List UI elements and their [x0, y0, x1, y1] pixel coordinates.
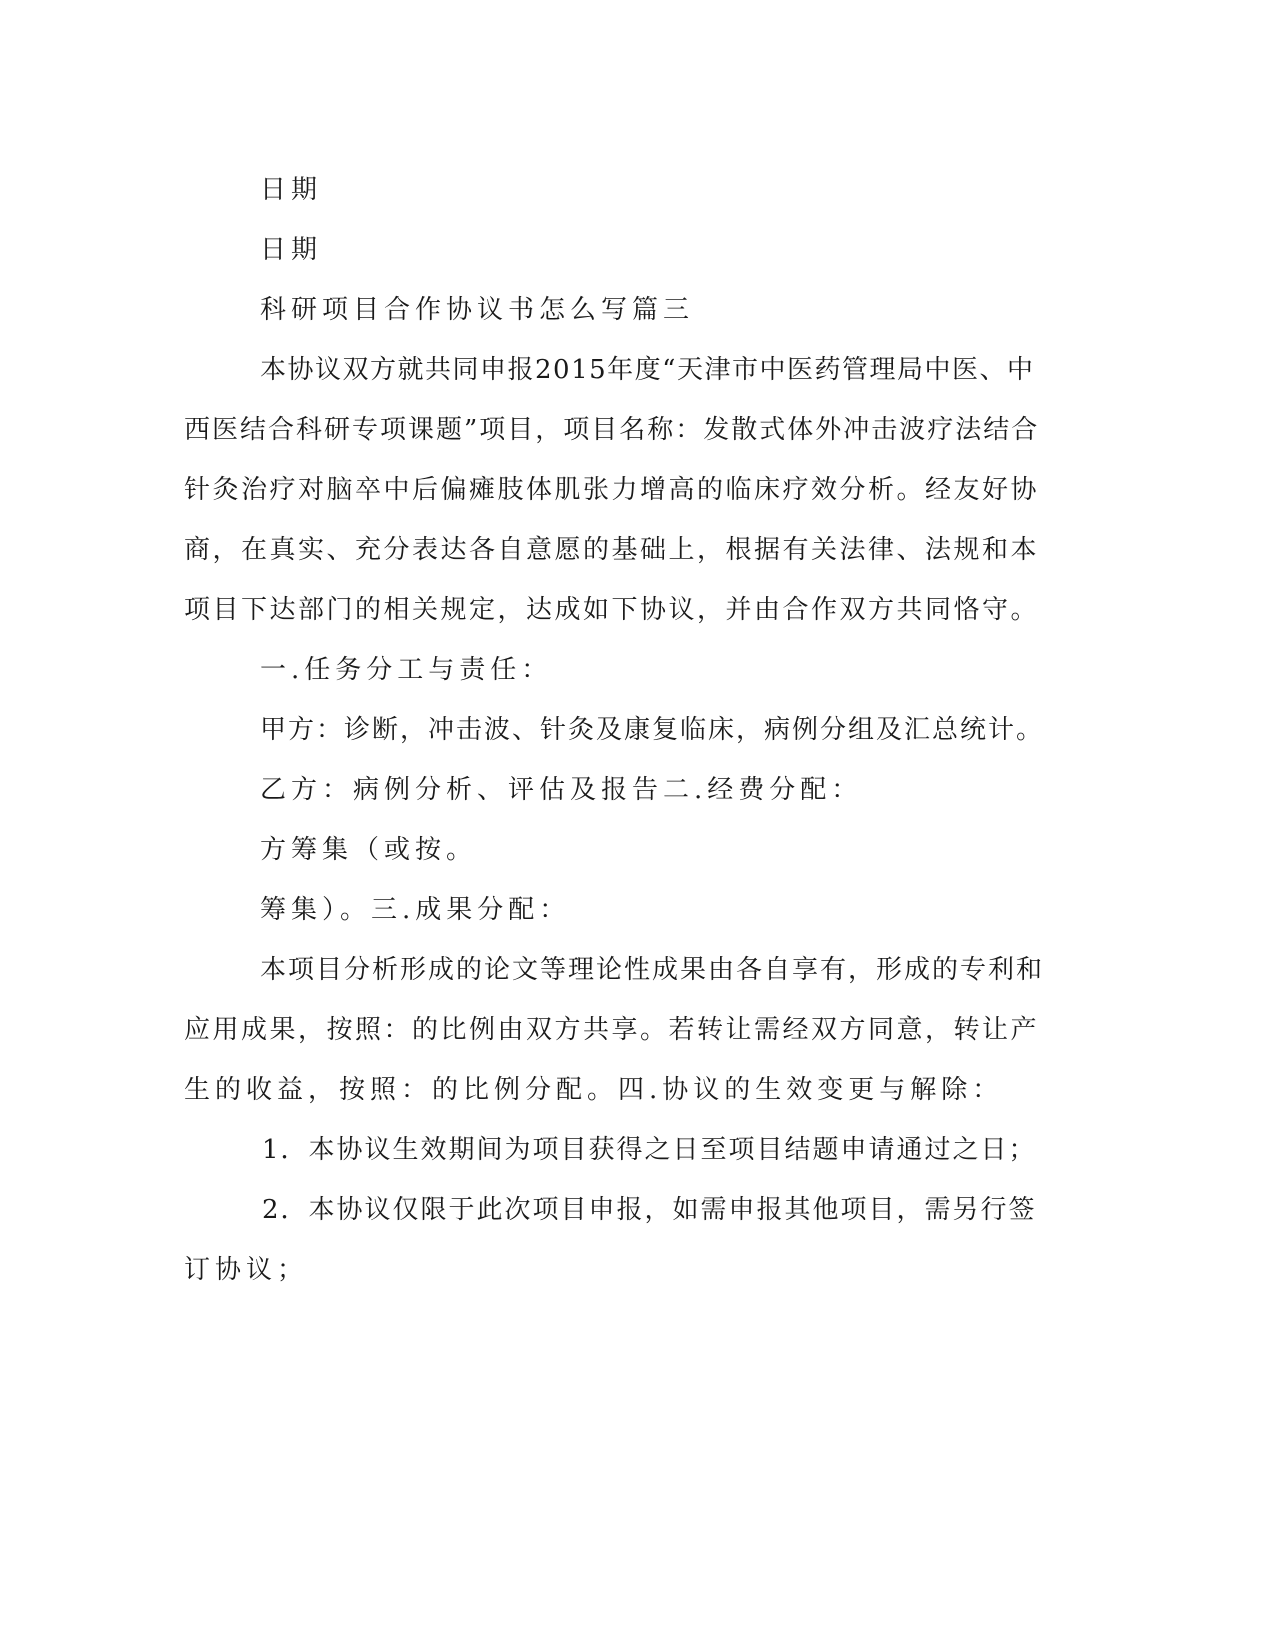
paragraph-line: 针灸治疗对脑卒中后偏瘫肢体肌张力增高的临床疗效分析。经友好协: [184, 475, 1040, 505]
date-line-1: 日期: [260, 175, 323, 205]
paragraph-line: 筹集）。三.成果分配：: [260, 895, 571, 925]
paragraph-line: 订协议；: [184, 1255, 309, 1285]
paragraph-line: 本协议双方就共同申报2015年度“天津市中医药管理局中医、中: [260, 355, 1035, 385]
numbered-item: 1．本协议生效期间为项目获得之日至项目结题申请通过之日；: [262, 1135, 1037, 1165]
paragraph-line: 方筹集（或按。: [260, 835, 478, 865]
document-body: [184, 160, 1044, 1300]
paragraph-line: 甲方：诊断，冲击波、针灸及康复临床，病例分组及汇总统计。: [260, 715, 1045, 745]
clause-heading: 一.任务分工与责任：: [260, 655, 553, 685]
paragraph-line: 生的收益，按照：的比例分配。四.协议的生效变更与解除：: [184, 1075, 1004, 1105]
paragraph-line: 本项目分析形成的论文等理论性成果由各自享有，形成的专利和: [260, 955, 1045, 985]
paragraph-line: 商，在真实、充分表达各自意愿的基础上，根据有关法律、法规和本: [184, 535, 1040, 565]
section-heading: 科研项目合作协议书怎么写篇三: [260, 295, 695, 325]
paragraph-line: 西医结合科研专项课题”项目，项目名称：发散式体外冲击波疗法结合: [184, 415, 1040, 445]
date-line-2: 日期: [260, 235, 323, 265]
numbered-item: 2．本协议仅限于此次项目申报，如需申报其他项目，需另行签: [262, 1195, 1037, 1225]
paragraph-line: 应用成果，按照：的比例由双方共享。若转让需经双方同意，转让产: [184, 1015, 1040, 1045]
paragraph-line: 项目下达部门的相关规定，达成如下协议，并由合作双方共同恪守。: [184, 595, 1040, 625]
paragraph-line: 乙方：病例分析、评估及报告二.经费分配：: [260, 775, 863, 805]
